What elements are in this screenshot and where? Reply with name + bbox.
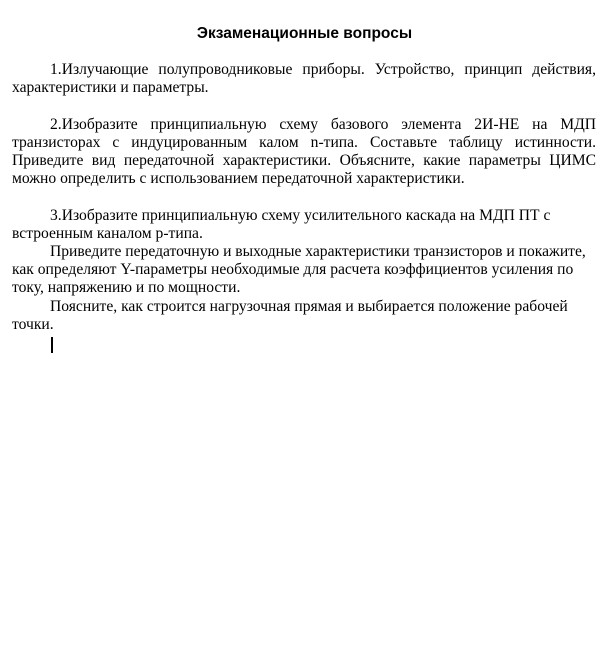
document-body[interactable] (12, 61, 596, 353)
document-title: Экзаменационные вопросы (196, 25, 413, 42)
blank-line (12, 97, 596, 115)
question-2: 2.Изобразите принципиальную схему базового элемента 2И-НЕ на МДП транзисторах с индуцированным калом n-типа. Составьте таблицу истинности. Приведите вид передаточной характеристики. Объясните, какие параметры ЦИМС можно определить с использованием передаточной характеристики. (12, 115, 596, 188)
blank-line (12, 188, 596, 206)
question-3-intro: 3.Изобразите принципиальную схему усилительного каскада на МДП ПТ с встроенным каналом р-типа. (12, 206, 551, 242)
question-3-characteristics: Приведите передаточную и выходные характеристики транзисторов и покажите, как определяют Y-параметры необходимые для расчета коэффициентов усиления по току, напряжению и по мощности. (12, 243, 586, 297)
question-3-load-line: Поясните, как строится нагрузочная прямая и выбирается положение рабочей точки. (12, 297, 568, 333)
question-1: 1.Излучающие полупроводниковые приборы. Устройство, принцип действия, характеристики и параметры. (12, 61, 596, 97)
text-cursor (51, 337, 53, 353)
